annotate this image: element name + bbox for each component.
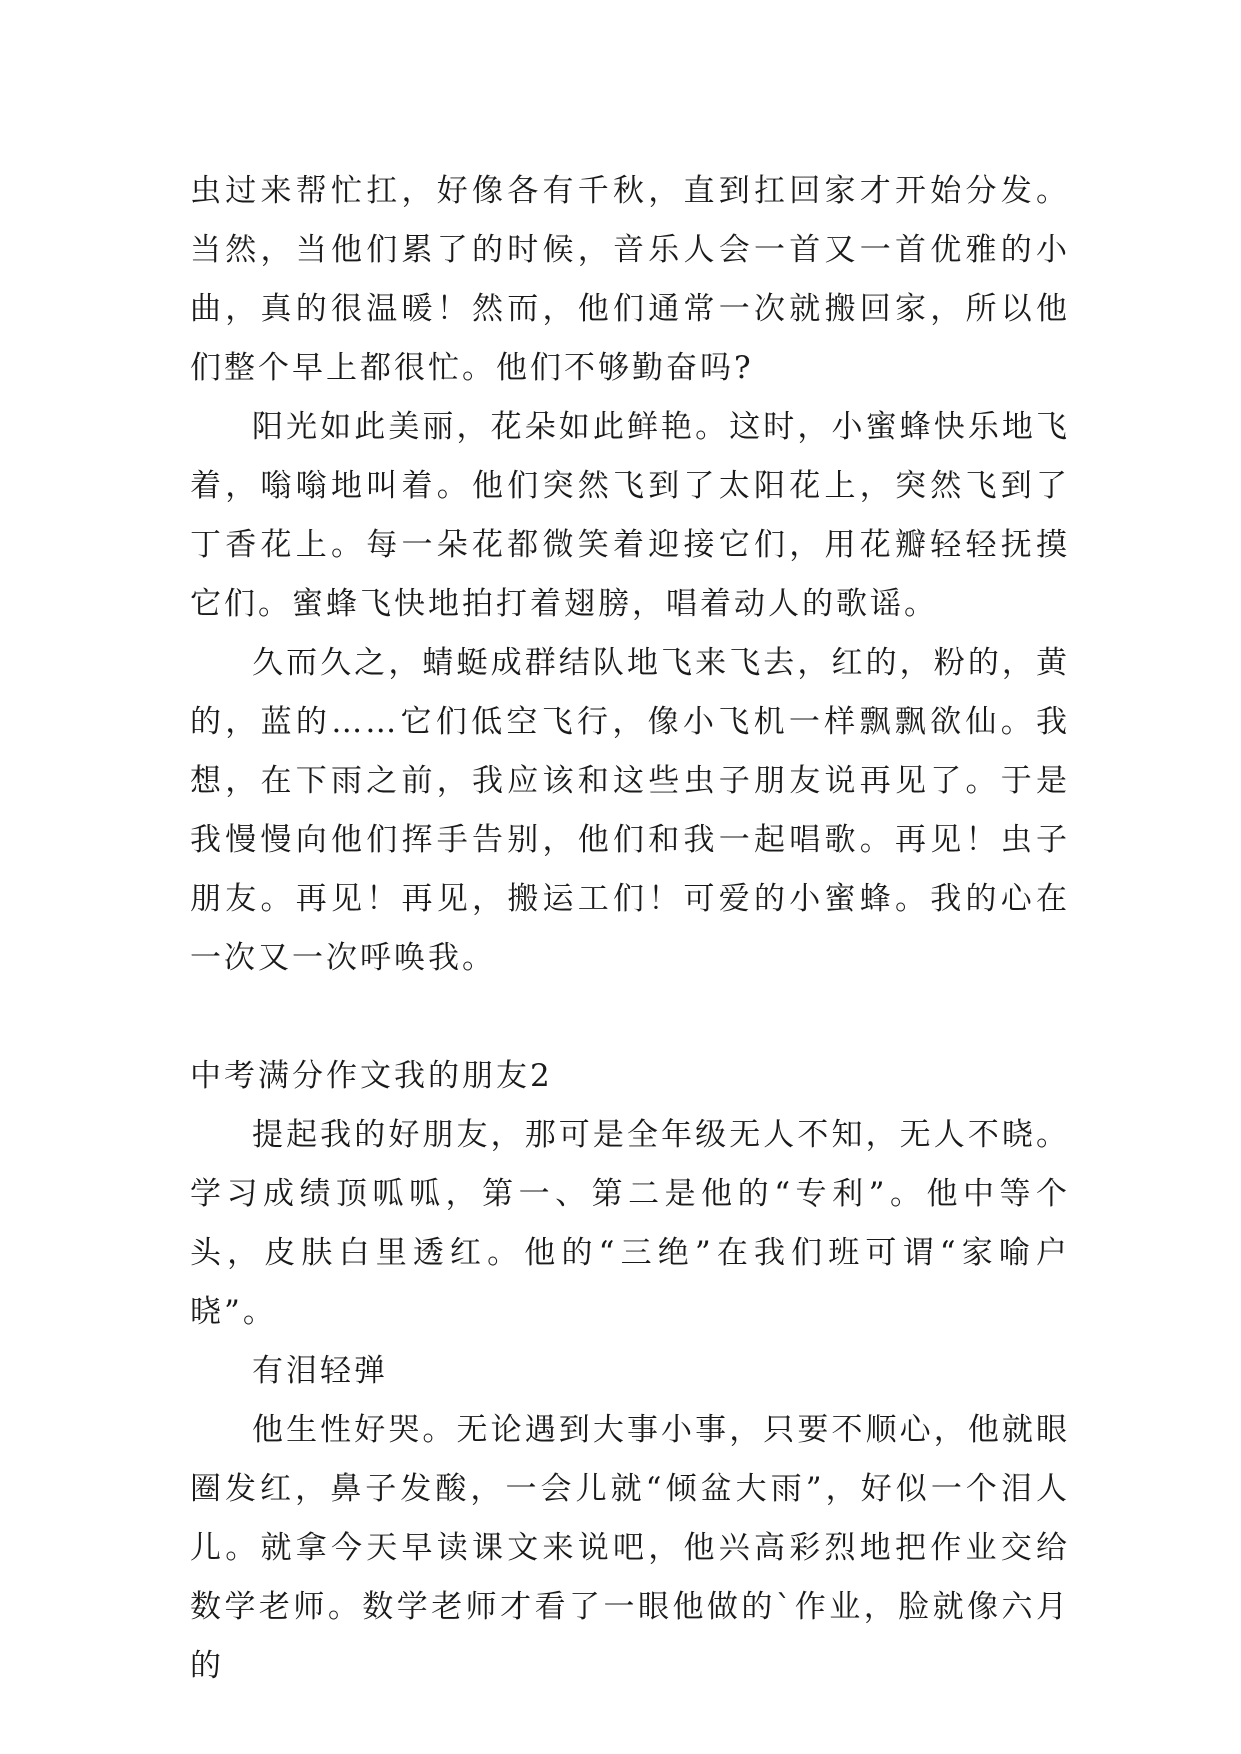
paragraph-crying: 他生性好哭。无论遇到大事小事，只要不顺心，他就眼圈发红，鼻子发酸，一会儿就“倾盆大雨”，好似一个泪人儿。就拿今天早读课文来说吧，他兴高彩烈地把作业交给数学老师。数学老师才看了一眼他做的`作业，脸就像六月的 <box>190 1412 1070 1684</box>
section-title: 中考满分作文我的朋友2 <box>190 1058 553 1094</box>
section-spacer <box>190 988 1070 1047</box>
paragraph-bees: 阳光如此美丽，花朵如此鲜艳。这时，小蜜蜂快乐地飞着，嗡嗡地叫着。他们突然飞到了太阳花上，突然飞到了丁香花上。每一朵花都微笑着迎接它们，用花瓣轻轻抚摸它们。蜜蜂飞快地拍打着翅膀，唱着动人的歌谣。 <box>190 409 1070 622</box>
paragraph-dragonflies: 久而久之，蜻蜓成群结队地飞来飞去，红的，粉的，黄的，蓝的……它们低空飞行，像小飞机一样飘飘欲仙。我想，在下雨之前，我应该和这些虫子朋友说再见了。于是我慢慢向他们挥手告别，他们和我一起唱歌。再见！虫子朋友。再见！再见，搬运工们！可爱的小蜜蜂。我的心在一次又一次呼唤我。 <box>190 645 1070 976</box>
subheading-tears: 有泪轻弹 <box>252 1353 388 1389</box>
document-body <box>190 162 1070 1696</box>
paragraph-continued: 虫过来帮忙扛，好像各有千秋，直到扛回家才开始分发。当然，当他们累了的时候，音乐人会一首又一首优雅的小曲，真的很温暖！然而，他们通常一次就搬回家，所以他们整个早上都很忙。他们不够勤奋吗? <box>190 173 1070 386</box>
paragraph-friend-intro: 提起我的好朋友，那可是全年级无人不知，无人不晓。学习成绩顶呱呱，第一、第二是他的“专利”。他中等个头，皮肤白里透红。他的“三绝”在我们班可谓“家喻户晓”。 <box>190 1117 1070 1330</box>
